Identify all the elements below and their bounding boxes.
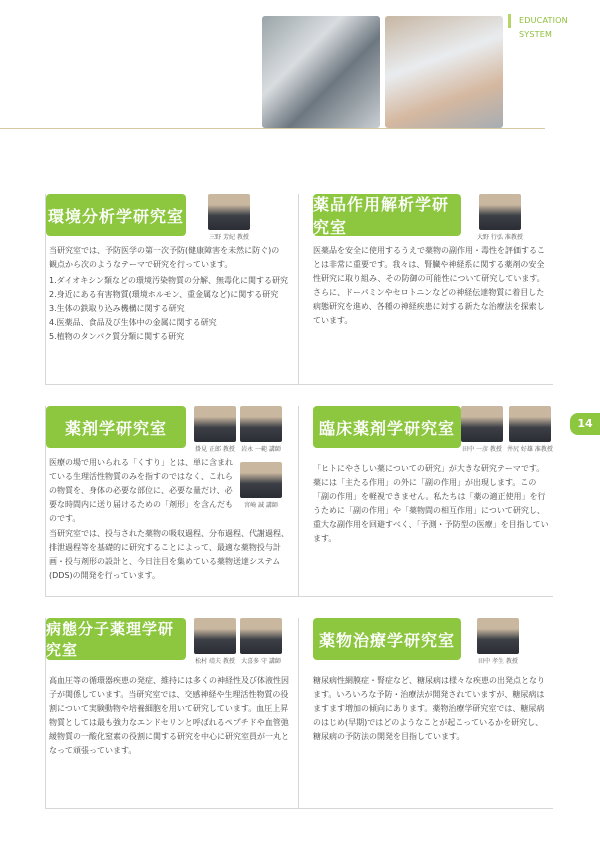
lab-description: 高血圧等の循環器疾患の発症、維持には多くの神経性及び体液性因子が関係しています。当研究室では、交感神経や生理活性物質の役割について実験動物や培養細胞を用いて研究しています。血圧上昇物質としては最も強力なエンドセリンと呼ばれるペプチドや血管弛緩物質の一酸化窒素の役割に関する研究を中心に研究室員が一丸となって頑張っています。 xyxy=(49,676,289,755)
professor xyxy=(240,462,282,509)
lab-title: 臨床薬剤学研究室 xyxy=(313,406,461,448)
lab-title: 薬剤学研究室 xyxy=(46,406,186,448)
professor-portrait xyxy=(240,406,282,442)
professor xyxy=(477,194,523,241)
research-topic: 2.身近にある有害物質(環境ホルモン、重金属など)に関する研究 xyxy=(49,290,279,299)
professor xyxy=(507,406,553,453)
research-topic-list xyxy=(49,274,289,344)
professor xyxy=(240,406,282,453)
section-label: EDUCATION SYSTEM xyxy=(508,14,600,28)
professor xyxy=(208,194,250,241)
professor-name: 田中 一彦 教授 xyxy=(462,446,502,453)
professor xyxy=(461,406,503,453)
professor-portrait xyxy=(509,406,551,442)
header-rule xyxy=(0,128,545,129)
professor-portrait xyxy=(461,406,503,442)
professor-portrait xyxy=(240,462,282,498)
lab-description: 医療の場で用いられる「くすり」とは、単に含まれている生理活性物質のみを指すのではなく、これらの物質を、身体の必要な部位に、必要な量だけ、必要な時間内に送り届けるための「剤形」を含んだものです。 xyxy=(49,458,233,523)
professor-name: 宮崎 誠 講師 xyxy=(244,502,278,509)
professor-name: 田中 孝生 教授 xyxy=(478,658,518,665)
professor-portrait xyxy=(194,618,236,654)
lab-photo-petri-dish xyxy=(385,16,503,128)
professor-name: 掛見 正郎 教授 xyxy=(195,446,235,453)
professor-name: 大喜多 守 講師 xyxy=(241,658,281,665)
research-topic: 3.生体の鉄取り込み機構に関する研究 xyxy=(49,304,185,313)
lab-description: 糖尿病性網膜症・腎症など、糖尿病は様々な疾患の出発点となります。いろいろな予防・治療法が開発されていますが、糖尿病はますます増加の傾向にあります。薬物治療学研究室では、糖尿病のはじめ(早期)ではどのようなことが起こっているかを研究し、糖尿病の予防法の開発を目指しています。 xyxy=(313,676,545,741)
page-number: 14 xyxy=(570,413,600,435)
professor-portrait xyxy=(208,194,250,230)
lab-section-molecular-pathophysiology xyxy=(45,618,300,809)
lab-title: 環境分析学研究室 xyxy=(46,194,186,236)
professor xyxy=(194,618,236,665)
lab-description: 医薬品を安全に使用するうえで薬物の副作用・毒性を評価することは非常に重要です。我々は、腎臓や神経系に関する薬剤の安全性研究に取り組み、その防御の可能性について研究しています。さらに、ドーパミンやセロトニンなどの神経伝達物質に着目した病態研究を進め、各種の神経疾患に対する新たな治療法を探索しています。 xyxy=(313,246,545,325)
professor-name: 三野 芳紀 教授 xyxy=(209,234,249,241)
lab-section-environmental-analysis xyxy=(45,194,300,385)
research-topic: 1.ダイオキシン類などの環境汚染物質の分解、無毒化に関する研究 xyxy=(49,276,288,285)
lab-section-pharmacotherapy xyxy=(298,618,553,809)
professor xyxy=(477,618,519,665)
professor-portrait xyxy=(477,618,519,654)
professor-portrait xyxy=(479,194,521,230)
professor-name: 大野 行弘 准教授 xyxy=(477,234,523,241)
lab-description: 当研究室では、投与された薬物の吸収過程、分布過程、代謝過程、排泄過程等を基礎的に研究することによって、最適な薬物投与計画・投与剤形の設計と、今日注目を集めている薬物送達システム(DDS)の開発を行っています。 xyxy=(49,529,289,580)
lab-section-clinical-pharmacy xyxy=(298,406,553,597)
lab-photo-researchers xyxy=(262,16,380,128)
lab-section-pharmaceutics xyxy=(45,406,300,597)
professor-portrait xyxy=(194,406,236,442)
professor-name: 井尻 好雄 准教授 xyxy=(507,446,553,453)
professor-name: 松村 靖夫 教授 xyxy=(195,658,235,665)
lab-title: 病態分子薬理学研究室 xyxy=(46,618,186,660)
research-topic: 5.植物のタンパク質分類に関する研究 xyxy=(49,332,185,341)
professor xyxy=(240,618,282,665)
lab-section-drug-action-analysis xyxy=(298,194,553,385)
professor xyxy=(194,406,236,453)
research-topic: 4.医薬品、食品及び生体中の金属に関する研究 xyxy=(49,318,217,327)
lab-title: 薬物治療学研究室 xyxy=(313,618,461,660)
lab-title: 薬品作用解析学研究室 xyxy=(313,194,461,236)
professor-name: 岩永 一範 講師 xyxy=(241,446,281,453)
lab-description: 「ヒトにやさしい薬についての研究」が大きな研究テーマです。薬には「主たる作用」の外に「副の作用」が出現します。この「副の作用」を軽視できません。私たちは「薬の適正使用」を行うために「副の作用」や「薬物間の相互作用」について研究し、重大な副作用を回避すべく、「予測・予防型の医療」を目指しています。 xyxy=(313,464,549,543)
professor-portrait xyxy=(240,618,282,654)
lab-description: 当研究室では、予防医学の第一次予防(健康障害を未然に防ぐ)の観点から次のようなテーマで研究を行っています。 xyxy=(49,246,280,269)
